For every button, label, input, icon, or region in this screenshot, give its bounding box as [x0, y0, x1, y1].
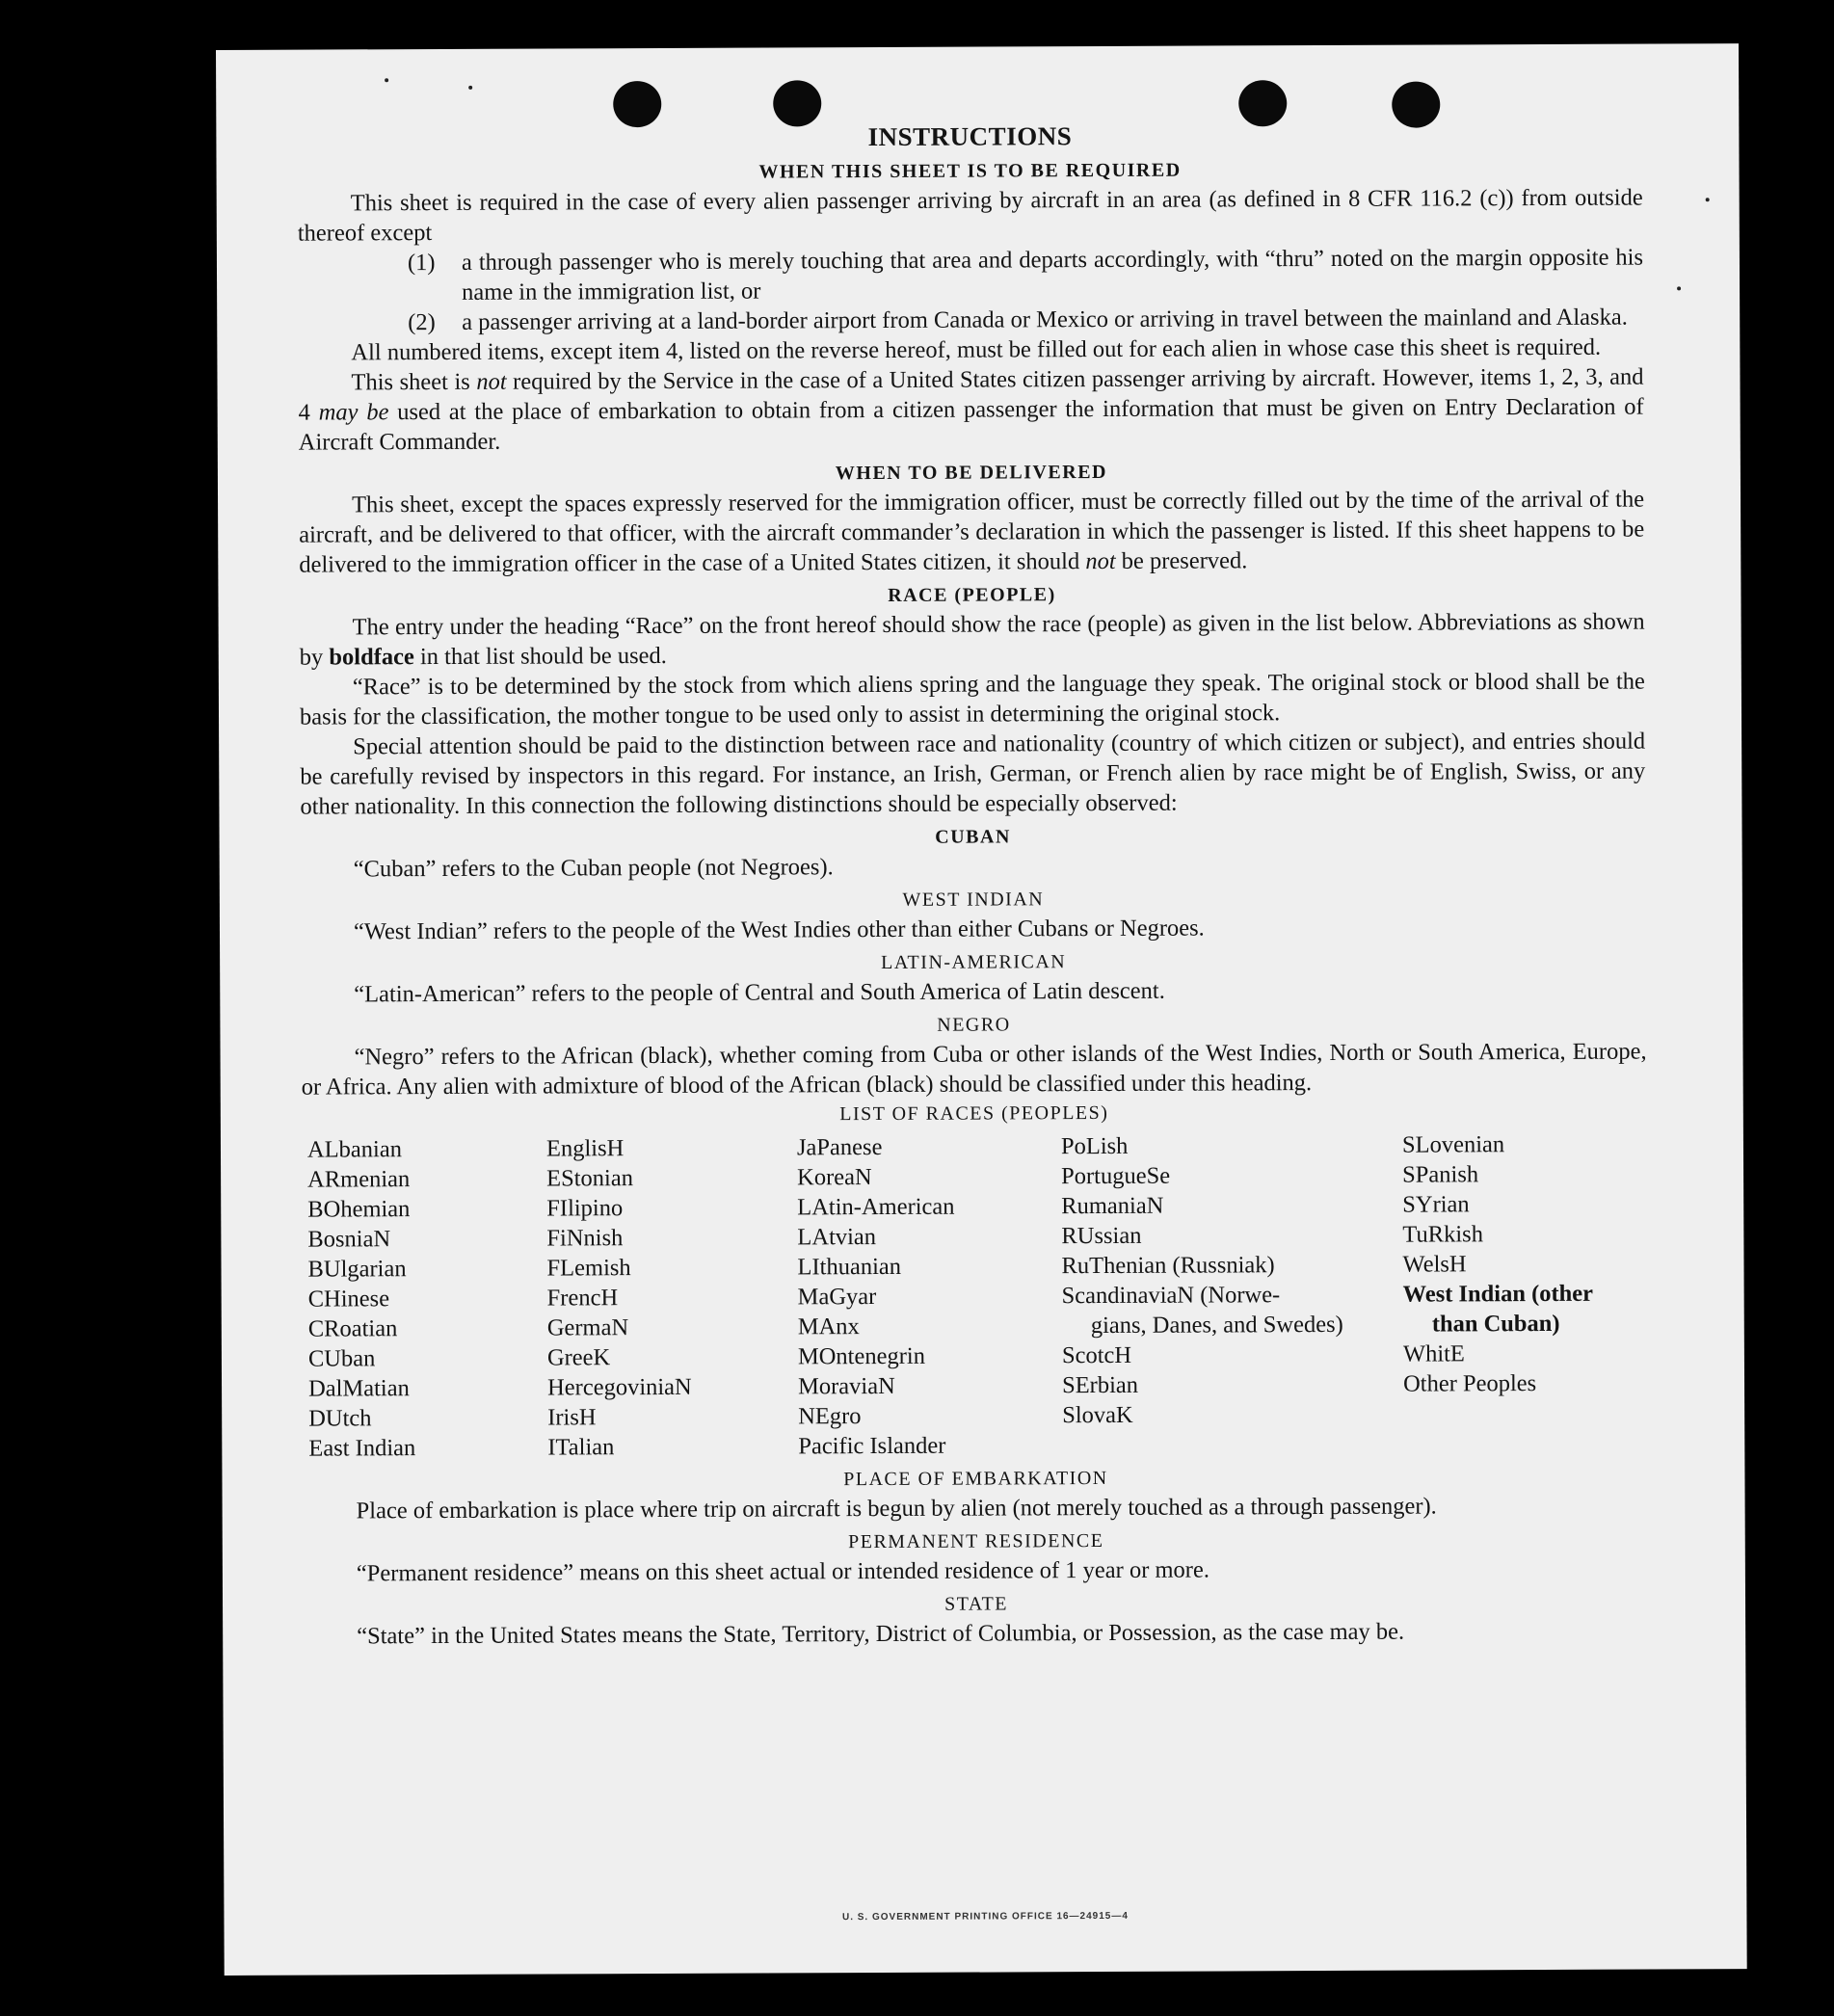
race-entry: EStonian — [546, 1165, 634, 1192]
race-entry: RuThenian (Russniak) — [1061, 1252, 1275, 1280]
race-entry: WhitE — [1402, 1340, 1465, 1367]
race-entry: MaGyar — [797, 1284, 877, 1311]
negro-text: “Negro” refers to the African (black), whether coming from Cuba or other islands of the West Indies, North or South America, Europe, or Africa. Any alien with admixture of blood of the African (black) should be classified under this heading. — [301, 1038, 1647, 1101]
race-entry: DUtch — [308, 1405, 372, 1432]
item-text: a passenger arriving at a land-border airport from Canada or Mexico or arriving in travel between the mainland and Alaska. — [462, 304, 1628, 335]
state-text: “State” in the United States means the State, Territory, District of Columbia, or Possession, as the case may be. — [357, 1618, 1405, 1650]
race-entry: ALbanian — [306, 1136, 403, 1163]
race-column-2 — [546, 1132, 798, 1462]
race-entry-continuation: gians, Danes, and Swedes) — [1090, 1311, 1343, 1340]
race-entry: East Indian — [308, 1435, 416, 1462]
race-sublist — [1402, 1129, 1654, 1280]
race-entry: CUban — [307, 1345, 376, 1372]
heading-cuban: CUBAN — [935, 826, 1011, 848]
race-entry: RUssian — [1061, 1222, 1142, 1250]
speck — [1677, 286, 1681, 290]
race-entry: LAtin-American — [797, 1193, 955, 1221]
residence-text: “Permanent residence” means on this sheet actual or intended residence of 1 year or more. — [356, 1556, 1209, 1587]
heading-when-required: WHEN THIS SHEET IS TO BE REQUIRED — [758, 159, 1182, 183]
race-entry: West Indian (other — [1402, 1280, 1594, 1308]
race-entry: CHinese — [307, 1286, 390, 1313]
heading-latin-american: LATIN-AMERICAN — [881, 951, 1067, 973]
race-entry: JaPanese — [796, 1133, 883, 1161]
item-number: (1) — [407, 250, 436, 277]
heading-when-delivered: WHEN TO BE DELIVERED — [835, 461, 1108, 485]
page-title: INSTRUCTIONS — [867, 121, 1073, 152]
race-entry: HercegoviniaN — [547, 1373, 692, 1401]
citizen-paragraph: This sheet is not required by the Service in the case of a United States citizen passenger arriving by aircraft. However, items 1, 2, 3, and 4 may be used at the place of embarkation to obtain from a citizen passenger the information that must be given on Entry Declaration of Aircraft Commander. — [298, 363, 1644, 456]
race-entry: SlovaK — [1062, 1401, 1133, 1429]
race-entry: WelsH — [1402, 1251, 1467, 1278]
heading-permanent-residence: PERMANENT RESIDENCE — [848, 1529, 1104, 1553]
speck — [468, 86, 472, 90]
race-entry: GermaN — [546, 1314, 629, 1341]
race-entry: NEgro — [798, 1403, 862, 1430]
heading-state: STATE — [944, 1593, 1009, 1615]
heading-list-of-races: LIST OF RACES (PEOPLES) — [839, 1101, 1109, 1126]
race-entry: GreeK — [546, 1344, 611, 1371]
heading-race: RACE (PEOPLE) — [888, 584, 1056, 606]
race-entry: PortugueSe — [1061, 1162, 1171, 1190]
race-entry: MAnx — [797, 1313, 860, 1340]
race-column-5 — [1402, 1129, 1654, 1459]
race-entry: ARmenian — [307, 1166, 411, 1193]
race-entry: EnglisH — [545, 1135, 625, 1162]
west-indian-text: “West Indian” refers to the people of the West Indies other than either Cubans or Negroes. — [353, 915, 1205, 945]
race-paragraph-3: Special attention should be paid to the distinction between race and nationality (country of which citizen or subject), and entries should be carefully revised by inspectors in this regard. For instance, an Irish, German, or French alien by race might be of English, Swiss, or any other nationality. In this connection the following distinctions should be especially observed: — [300, 728, 1646, 820]
race-entry: DalMatian — [308, 1375, 410, 1402]
instructions-content — [297, 118, 1649, 1652]
race-entry: ScandinaviaN (Norwe- — [1061, 1282, 1281, 1310]
punch-hole — [773, 80, 821, 126]
race-sublist — [1061, 1130, 1403, 1282]
race-entry: PoLish — [1060, 1132, 1129, 1160]
speck — [1706, 198, 1710, 201]
races-list — [307, 1129, 1648, 1464]
race-entry: Other Peoples — [1402, 1370, 1537, 1397]
race-entry: MoraviaN — [797, 1372, 895, 1400]
punch-hole — [613, 81, 661, 127]
delivered-paragraph: This sheet, except the spaces expressly reserved for the immigration officer, must be correctly filled out by the time of the arrival of the aircraft, and be delivered to that officer, with the aircraft commander’s declaration in which the passenger is listed. If this sheet happens to be delivered to the immigration officer in the case of a United States citizen, it should not be preserved. — [299, 486, 1645, 578]
speck — [385, 78, 388, 82]
race-column-4 — [1061, 1130, 1403, 1461]
race-entry: BUlgarian — [307, 1256, 407, 1283]
race-entry: FrencH — [546, 1285, 619, 1312]
race-entry: SErbian — [1061, 1371, 1139, 1399]
race-entry: ITalian — [547, 1434, 615, 1461]
race-entry: CRoatian — [307, 1315, 398, 1342]
embarkation-text: Place of embarkation is place where trip on aircraft is begun by alien (not merely touched as a through passenger). — [356, 1493, 1437, 1525]
race-entry: IrisH — [547, 1404, 597, 1431]
race-entry-continuation: than Cuban) — [1431, 1310, 1560, 1338]
printing-office-imprint: U. S. GOVERNMENT PRINTING OFFICE 16—24915—4 — [841, 1910, 1129, 1923]
item-number: (2) — [408, 309, 436, 336]
intro-paragraph: This sheet is required in the case of every alien passenger arriving by aircraft in an area (as defined in 8 CFR 116.2 (c)) from outside thereof except — [297, 184, 1643, 247]
race-entry: BOhemian — [307, 1196, 411, 1223]
race-entry: BosniaN — [307, 1226, 391, 1253]
race-entry: TuRkish — [1402, 1221, 1483, 1248]
race-entry: ScotcH — [1061, 1341, 1132, 1369]
document-sheet — [216, 43, 1747, 1976]
race-entry: FiNnish — [546, 1225, 624, 1252]
latin-american-text: “Latin-American” refers to the people of Central and South America of Latin descent. — [354, 977, 1165, 1008]
race-entry: RumaniaN — [1061, 1192, 1164, 1220]
race-column-3 — [797, 1131, 1062, 1461]
heading-negro: NEGRO — [937, 1014, 1011, 1036]
cuban-text: “Cuban” refers to the Cuban people (not Negroes). — [353, 854, 834, 883]
race-entry: MOntenegrin — [797, 1342, 925, 1370]
heading-embarkation: PLACE OF EMBARKATION — [843, 1467, 1108, 1491]
race-entry: FLemish — [546, 1255, 631, 1282]
numbered-items-paragraph: All numbered items, except item 4, listed on the reverse hereof, must be filled out for each alien in whose case this sheet is required. — [351, 333, 1602, 366]
item-text: a through passenger who is merely touching that area and departs accordingly, with “thru” noted on the margin opposite his name in the immigration list, or — [461, 244, 1644, 305]
race-entry: FIlipino — [546, 1195, 624, 1222]
race-column-1 — [307, 1134, 547, 1464]
heading-west-indian: WEST INDIAN — [902, 889, 1045, 911]
race-entry: KoreaN — [797, 1164, 872, 1191]
race-entry: SPanish — [1402, 1161, 1479, 1188]
race-entry: SYrian — [1402, 1191, 1470, 1218]
race-sublist — [1062, 1340, 1403, 1431]
race-entry: LAtvian — [797, 1224, 877, 1251]
exception-item-1 — [408, 243, 1643, 308]
race-paragraph-1: The entry under the heading “Race” on the front hereof should show the race (people) as given in the list below. Abbreviations as shown by boldface in that list should be used. — [299, 608, 1645, 671]
race-entry: Pacific Islander — [798, 1432, 946, 1460]
race-entry: SLovenian — [1401, 1131, 1505, 1158]
race-sublist — [1403, 1339, 1654, 1399]
race-paragraph-2: “Race” is to be determined by the stock from which aliens spring and the language they speak. The original stock or blood shall be the basis for the classification, the mother tongue to be used only to assist in determining the original stock. — [299, 668, 1645, 730]
race-entry: LIthuanian — [797, 1253, 902, 1281]
